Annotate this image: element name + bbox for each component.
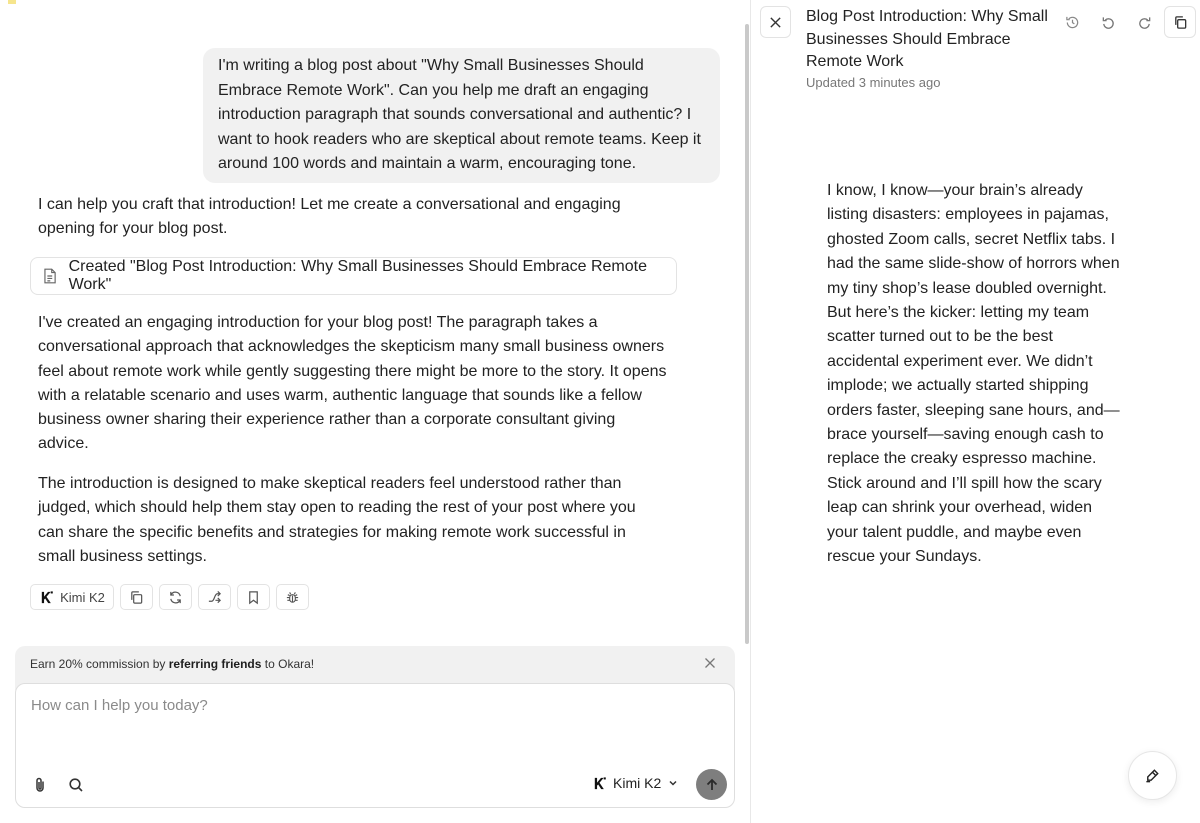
user-message: I'm writing a blog post about "Why Small Businesses Should Embrace Remote Work". Can you help me draft an engaging introduction paragraph that sounds conversational and authentic? I want to hook readers who are skeptical about remote teams. Keep it around 100 words and maintain a warm, encouraging tone. (203, 48, 720, 183)
undo-button[interactable] (1092, 6, 1124, 38)
redo-button[interactable] (1128, 6, 1160, 38)
assistant-paragraph-2: The introduction is designed to make skeptical readers feel understood rather than judged, which should help them stay open to reading the rest of your post where you can share the specific benefits and strategies for making remote work successful in small business settings. (38, 475, 636, 565)
close-icon[interactable] (704, 657, 716, 669)
model-badge-button[interactable] (30, 584, 114, 610)
branch-button[interactable] (198, 584, 231, 610)
kimi-logo-icon (592, 776, 607, 791)
artifact-chip[interactable] (30, 257, 677, 295)
referral-suffix: to Okara! (261, 657, 315, 671)
bookmark-button[interactable] (237, 584, 270, 610)
bookmark-icon (246, 590, 261, 605)
arrow-up-icon (704, 777, 720, 793)
refresh-icon (168, 590, 183, 605)
regenerate-button[interactable] (159, 584, 192, 610)
close-icon (769, 16, 782, 29)
model-selector[interactable] (592, 775, 679, 791)
report-bug-button[interactable] (276, 584, 309, 610)
kimi-logo-icon (39, 590, 54, 605)
composer (15, 683, 735, 808)
branch-icon (207, 590, 222, 605)
bug-icon (285, 590, 300, 605)
model-selector-label: Kimi K2 (613, 775, 662, 791)
copy-icon (129, 590, 144, 605)
model-badge-label: Kimi K2 (60, 589, 105, 605)
pen-icon (1144, 767, 1161, 784)
artifact-title: Blog Post Introduction: Why Small Businesses Should Embrace Remote Work (806, 8, 1048, 70)
artifact-content: I know, I know—your brain’s already listing disasters: employees in pajamas, ghosted Zoom calls, secret Netflix tabs. I had the same slide-show of horrors when my tiny shop’s lease doubled overnight. But here’s the kicker: letting my team scatter turned out to be the best accidental experiment ever. We didn’t implode; we actually started shipping orders faster, sleeping sane hours, and—brace yourself—saving enough cash to replace the creaky espresso machine. Stick around and I’ll spill how the scary leap can shrink your overhead, widen your talent puddle, and maybe even rescue your Sundays. (827, 182, 1120, 566)
copy-artifact-button[interactable] (1164, 6, 1196, 38)
paperclip-icon[interactable] (31, 776, 49, 794)
redo-icon (1137, 15, 1152, 30)
search-icon[interactable] (67, 776, 85, 794)
chat-scrollbar[interactable] (745, 24, 749, 644)
history-button[interactable] (1056, 6, 1088, 38)
artifact-updated: Updated 3 minutes ago (806, 75, 941, 90)
assistant-intro: I can help you craft that introduction! Let me create a conversational and engaging opening for your blog post. (38, 196, 621, 238)
referral-prefix: Earn 20% commission by (30, 657, 169, 671)
copy-icon (1173, 15, 1188, 30)
corner-mark (8, 0, 16, 4)
chevron-down-icon (667, 777, 679, 789)
edit-button[interactable] (1128, 751, 1177, 800)
message-input[interactable] (31, 697, 711, 757)
copy-button[interactable] (120, 584, 153, 610)
send-button[interactable] (696, 769, 727, 800)
close-panel-button[interactable] (760, 6, 791, 38)
artifact-toolbar (1056, 6, 1196, 38)
artifact-chip-label: Created "Blog Post Introduction: Why Small Businesses Should Embrace Remote Work" (68, 258, 647, 293)
artifact-panel (750, 0, 1200, 823)
document-icon (43, 268, 57, 284)
message-actions (30, 584, 309, 610)
history-icon (1065, 15, 1080, 30)
assistant-paragraph-1: I've created an engaging introduction for your blog post! The paragraph takes a conversational approach that acknowledges the skepticism many small business owners feel about remote work while gently suggesting there might be more to the story. It opens with a relatable scenario and uses warm, authentic language that sounds like a fellow business owner sharing their experience rather than a corporate consultant giving advice. (38, 314, 667, 453)
referral-link[interactable]: referring friends (168, 657, 262, 671)
undo-icon (1101, 15, 1116, 30)
